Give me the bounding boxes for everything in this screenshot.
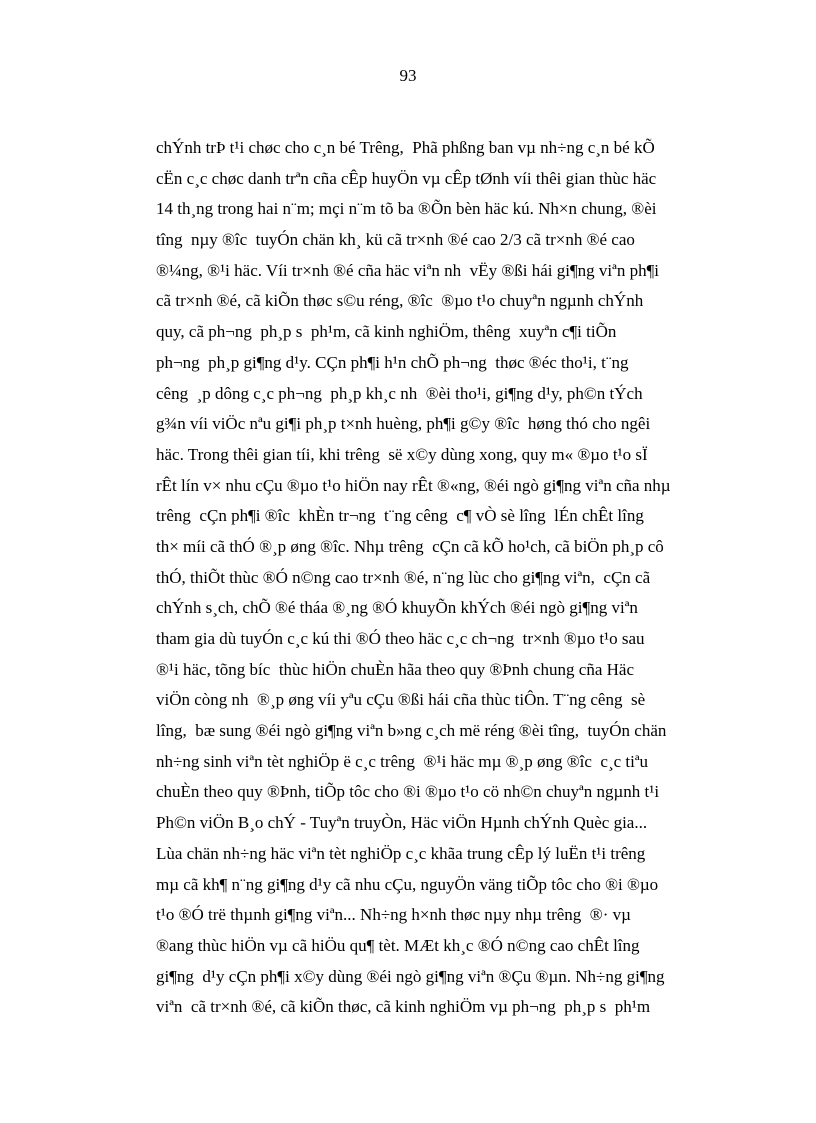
text-line: viªn cã tr×nh ®é, cã kiÕn thøc, cã kinh nghiÖm vµ ph¬ng ph¸p s ph¹m	[156, 997, 651, 1017]
text-line: lîng, bæ sung ®éi ngò gi¶ng viªn b»ng c¸ch më réng ®èi tîng, tuyÓn chän	[156, 721, 667, 741]
text-line: chÝnh s¸ch, chÕ ®é tháa ®¸ng ®Ó khuyÕn khÝch ®éi ngò gi¶ng viªn	[156, 598, 638, 618]
text-line: rÊt lín v× nhu cÇu ®µo t¹o hiÖn nay rÊt ®«ng, ®éi ngò gi¶ng viªn cña nhµ	[156, 475, 671, 495]
text-line: häc. Trong thêi gian tíi, khi trêng së x©y dùng xong, quy m« ®µo t¹o sÏ	[156, 444, 648, 464]
text-line: Ph©n viÖn B¸o chÝ - Tuyªn truyÒn, Häc viÖn Hµnh chÝnh Quèc gia...	[156, 813, 648, 833]
page-number: 93	[399, 66, 417, 85]
text-line: g¾n víi viÖc nªu gi¶i ph¸p t×nh huèng, ph¶i g©y ®îc høng thó cho ngêi	[156, 414, 651, 434]
text-line: trêng cÇn ph¶i ®îc khÈn tr¬ng t¨ng cêng c¶ vÒ sè lîng lÉn chÊt lîng	[156, 506, 644, 526]
text-line: ®¹i häc, tõng bíc thùc hiÖn chuÈn hãa theo quy ®Þnh chung cña Häc	[156, 659, 635, 679]
text-line: cã tr×nh ®é, cã kiÕn thøc s©u réng, ®îc ®µo t¹o chuyªn ngµnh chÝnh	[156, 291, 644, 311]
text-line: chuÈn theo quy ®Þnh, tiÕp tôc cho ®i ®µo t¹o cö nh©n chuyªn ngµnh t¹i	[156, 782, 660, 802]
text-line: ®¼ng, ®¹i häc. Víi tr×nh ®é cña häc viªn nh vËy ®ßi hái gi¶ng viªn ph¶i	[156, 260, 659, 280]
text-line: quy, cã ph¬ng ph¸p s ph¹m, cã kinh nghiÖm, thêng xuyªn c¶i tiÕn	[156, 322, 617, 342]
text-line: ®ang thùc hiÖn vµ cã hiÖu qu¶ tèt. MÆt kh¸c ®Ó n©ng cao chÊt lîng	[156, 935, 640, 955]
text-line: Lùa chän nh÷ng häc viªn tèt nghiÖp c¸c khãa trung cÊp lý luËn t¹i trêng	[156, 843, 646, 863]
body-text	[156, 133, 766, 1023]
text-line: ph¬ng ph¸p gi¶ng d¹y. CÇn ph¶i h¹n chÕ ph¬ng thøc ®éc tho¹i, t¨ng	[156, 352, 629, 372]
text-line: t¹o ®Ó trë thµnh gi¶ng viªn... Nh÷ng h×nh thøc nµy nhµ trêng ®· vµ	[156, 905, 631, 925]
text-line: gi¶ng d¹y cÇn ph¶i x©y dùng ®éi ngò gi¶ng viªn ®Çu ®µn. Nh÷ng gi¶ng	[156, 966, 665, 986]
text-line: nh÷ng sinh viªn tèt nghiÖp ë c¸c trêng ®¹i häc mµ ®¸p øng ®îc c¸c tiªu	[156, 751, 649, 771]
text-line: viÖn còng nh ®¸p øng víi yªu cÇu ®ßi hái cña thùc tiÔn. T¨ng cêng sè	[156, 690, 646, 710]
text-line: mµ cã kh¶ n¨ng gi¶ng d¹y cã nhu cÇu, nguyÖn väng tiÕp tôc cho ®i ®µo	[156, 874, 659, 894]
text-line: cËn c¸c chøc danh trªn cña cÊp huyÖn vµ cÊp tØnh víi thêi gian thùc häc	[156, 168, 657, 188]
text-line: 14 th¸ng trong hai n¨m; mçi n¨m tõ ba ®Õn bèn häc kú. Nh×n chung, ®èi	[156, 199, 657, 219]
text-line: chÝnh trÞ t¹i chøc cho c¸n bé Trêng, Phã phßng ban vµ nh÷ng c¸n bé kÕ	[156, 138, 655, 157]
text-line: cêng ¸p dông c¸c ph¬ng ph¸p kh¸c nh ®èi tho¹i, gi¶ng d¹y, ph©n tÝch	[156, 383, 643, 403]
text-line: tham gia dù tuyÓn c¸c kú thi ®Ó theo häc c¸c ch¬ng tr×nh ®µo t¹o sau	[156, 629, 645, 648]
text-line: tîng nµy ®îc tuyÓn chän kh¸ kü cã tr×nh ®é cao 2/3 cã tr×nh ®é cao	[156, 230, 635, 250]
text-line: th× míi cã thÓ ®¸p øng ®îc. Nhµ trêng cÇn cã kÕ ho¹ch, cã biÖn ph¸p cô	[156, 536, 664, 556]
text-line: thÓ, thiÕt thùc ®Ó n©ng cao tr×nh ®é, n¨ng lùc cho gi¶ng viªn, cÇn cã	[156, 567, 651, 587]
